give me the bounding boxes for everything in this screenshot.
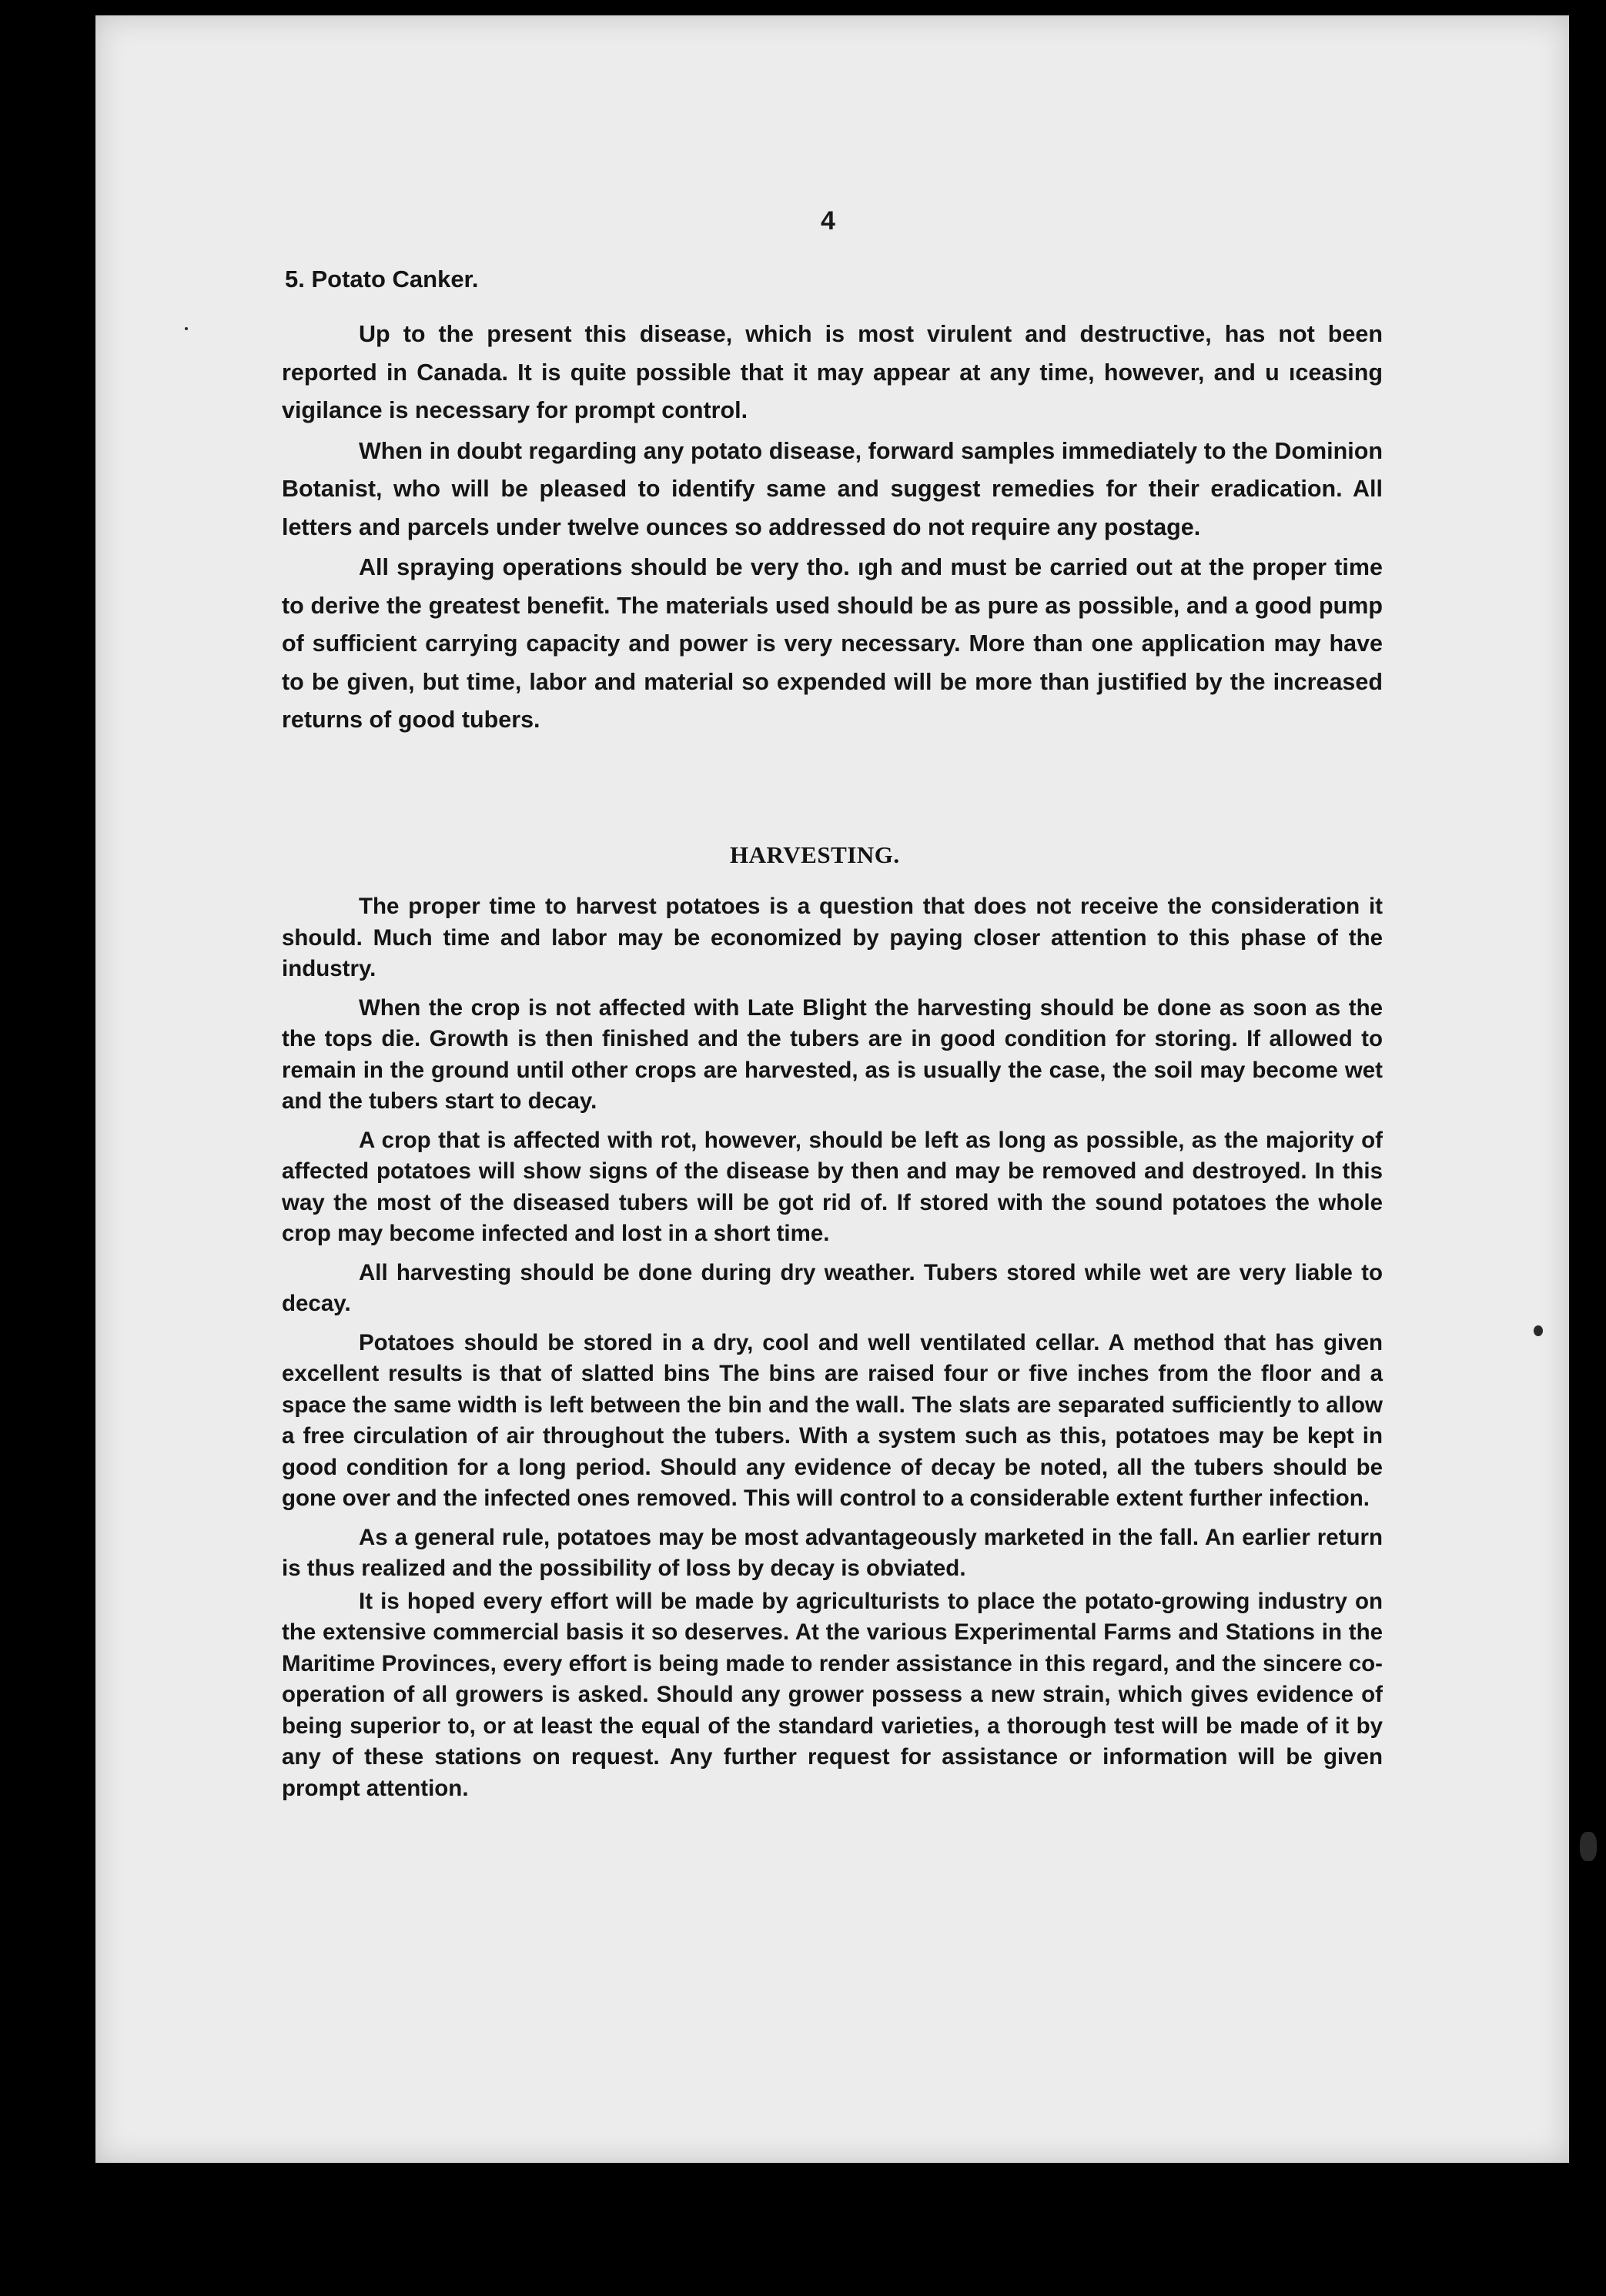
paragraph: All harvesting should be done during dry weather. Tubers stored while wet are very liable to decay. bbox=[282, 1259, 1383, 1316]
paragraph: When the crop is not affected with Late Blight the harvesting should be done as soon as the the tops die. Growth is then finished and the tubers are in good condition for storing. If allowed to remain in the ground until other crops are harvested, as is usually the case, the soil may become wet and the tubers start to decay. bbox=[282, 994, 1383, 1114]
page-number: 4 bbox=[821, 206, 835, 236]
paragraph: When in doubt regarding any potato disease, forward samples immediately to the Dominion Botanist, who will be pleased to identify same and suggest remedies for their eradication. All letters and parcels under twelve ounces so addressed do not require any postage. bbox=[282, 437, 1383, 540]
canker-section bbox=[282, 316, 1383, 742]
scan-speck bbox=[1534, 1325, 1543, 1336]
harvesting-heading: HARVESTING. bbox=[730, 841, 900, 868]
paragraph: Up to the present this disease, which is most virulent and destructive, has not been reported in Canada. It is quite possible that it may appear at any time, however, and u ıceasing vigilance is necessary for prompt control. bbox=[282, 321, 1383, 423]
paragraph: It is hoped every effort will be made by agriculturists to place the potato-growing industry on the extensive commercial basis it so deserves. At the various Experimental Farms and Stations in the Maritime Provinces, every effort is being made to render assistance in this regard, and the sincere co-operation of all growers is asked. Should any grower possess a new strain, which gives evidence of being superior to, or at least the equal of the standard varieties, a thorough test will be made of it by any of these stations on request. Any further request for assistance or information will be given prompt attention. bbox=[282, 1588, 1383, 1801]
scan-speck bbox=[1580, 1832, 1597, 1861]
paragraph: A crop that is affected with rot, however, should be left as long as possible, as the majority of affected potatoes will show signs of the disease by then and may be removed and destroyed. In this way the most of the diseased tubers will be got rid of. If stored with the sound potatoes the whole crop may become infected and lost in a short time. bbox=[282, 1127, 1383, 1246]
scan-speck bbox=[185, 327, 188, 330]
harvesting-section bbox=[282, 891, 1383, 1812]
paragraph: Potatoes should be stored in a dry, cool and well ventilated cellar. A method that has given excellent results is that of slatted bins The bins are raised four or five inches from the floor and a space the same width is left between the bin and the wall. The slats are separated sufficiently to allow a free circulation of air throughout the tubers. With a system such as this, potatoes may be kept in good condition for a long period. Should any evidence of decay be noted, all the tubers should be gone over and the infected ones removed. This will control to a considerable extent further infection. bbox=[282, 1329, 1383, 1511]
section-heading: 5. Potato Canker. bbox=[285, 266, 479, 292]
paragraph: As a general rule, potatoes may be most advantageously marketed in the fall. An earlier return is thus realized and the possibility of loss by decay is obviated. bbox=[282, 1524, 1383, 1581]
paragraph: The proper time to harvest potatoes is a question that does not receive the consideration it should. Much time and labor may be economized by paying closer attention to this phase of the industry. bbox=[282, 894, 1383, 981]
paragraph: All spraying operations should be very tho. ıgh and must be carried out at the proper time to derive the greatest benefit. The materials used should be as pure as possible, and a good pump of sufficient carrying capacity and power is very necessary. More than one application may have to be given, but time, labor and material so expended will be more than justified by the increased returns of good tubers. bbox=[282, 554, 1383, 733]
